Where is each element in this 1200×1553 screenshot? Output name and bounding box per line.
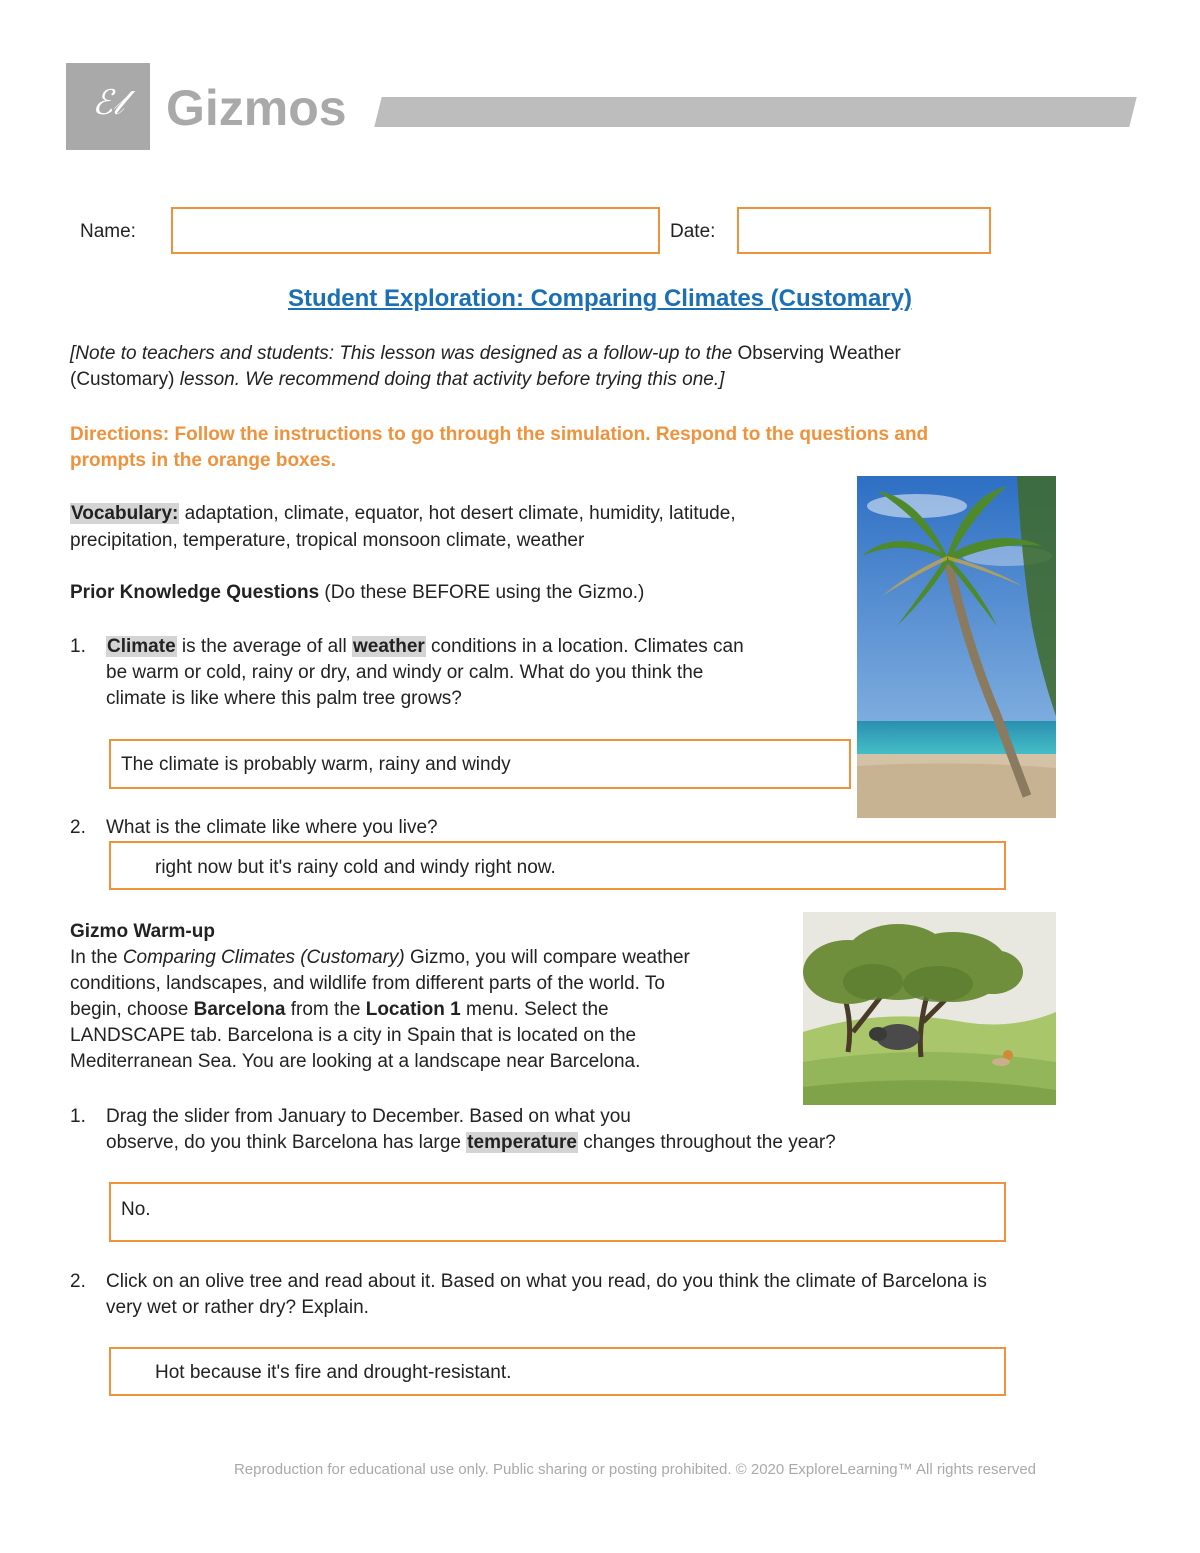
warmup-heading: Gizmo Warm-up [70,921,215,942]
prior-q1-line-1: Climate is the average of all weather conditions in a location. Climates can [107,636,744,657]
note-line-2: (Customary) lesson. We recommend doing that activity before trying this one.] [70,369,725,390]
footer-copyright: Reproduction for educational use only. Public sharing or posting prohibited. © 2020 ExploreLearning™ All rights reserved [233,1461,1037,1478]
warmup-q2-line-2: very wet or rather dry? Explain. [106,1297,369,1318]
warmup-paragraph-line-2: conditions, landscapes, and wildlife from different parts of the world. To [70,973,665,994]
prior-q1-line-2: be warm or cold, rainy or dry, and windy or calm. What do you think the [106,662,704,683]
name-label: Name: [80,221,136,242]
prior-q2-answer-box[interactable] [109,841,1006,890]
prior-q2-number: 2. [70,817,86,838]
warmup-q1-number: 1. [70,1106,86,1127]
prior-heading: Prior Knowledge Questions (Do these BEFORE using the Gizmo.) [70,582,645,603]
date-field[interactable] [737,207,991,254]
brand-name: Gizmos [166,80,347,136]
prior-q2-answer: right now but it's rainy cold and windy right now. [155,857,556,878]
logo-glyph: ℰ𝓁 [92,83,124,123]
directions-line-2: prompts in the orange boxes. [70,450,337,471]
warmup-paragraph-line-3: begin, choose Barcelona from the Location 1 menu. Select the [70,999,609,1020]
olive-tree-landscape-image [803,912,1056,1105]
warmup-q1-answer-box[interactable] [109,1182,1006,1242]
warmup-q2-number: 2. [70,1271,86,1292]
warmup-q1-line-1: Drag the slider from January to December. Based on what you [106,1106,631,1127]
warmup-q2-line-1: Click on an olive tree and read about it. Based on what you read, do you think the climate of Barcelona is [106,1271,987,1292]
prior-q1-answer-box[interactable] [109,739,851,789]
warmup-paragraph-line-5: Mediterranean Sea. You are looking at a landscape near Barcelona. [70,1051,641,1072]
warmup-q1-line-2: observe, do you think Barcelona has large temperature changes throughout the year? [106,1132,836,1153]
prior-q1-answer: The climate is probably warm, rainy and windy [121,754,511,775]
warmup-q1-answer: No. [121,1199,151,1220]
palm-tree-image [857,476,1056,818]
note-line-1: [Note to teachers and students: This lesson was designed as a follow-up to the Observing Weather [70,343,901,364]
header-bar [374,97,1136,127]
page-title: Student Exploration: Comparing Climates (Customary) [287,285,913,312]
prior-q1-line-3: climate is like where this palm tree grows? [106,688,462,709]
warmup-q2-answer: Hot because it's fire and drought-resistant. [155,1362,512,1383]
warmup-paragraph-line-4: LANDSCAPE tab. Barcelona is a city in Spain that is located on the [70,1025,637,1046]
logo-badge [66,63,150,150]
vocabulary-label: Vocabulary: [71,503,179,524]
warmup-paragraph-line-1: In the Comparing Climates (Customary) Gizmo, you will compare weather [70,947,690,968]
directions-line-1: Directions: Follow the instructions to go through the simulation. Respond to the questions and [70,424,929,445]
date-label: Date: [670,221,716,242]
vocabulary-line-1: Vocabulary: adaptation, climate, equator, hot desert climate, humidity, latitude, [71,503,736,524]
warmup-q2-answer-box[interactable] [109,1347,1006,1396]
vocabulary-line-2: precipitation, temperature, tropical monsoon climate, weather [70,530,585,551]
prior-q2-text: What is the climate like where you live? [106,817,438,838]
prior-q1-number: 1. [70,636,86,657]
name-field[interactable] [171,207,660,254]
